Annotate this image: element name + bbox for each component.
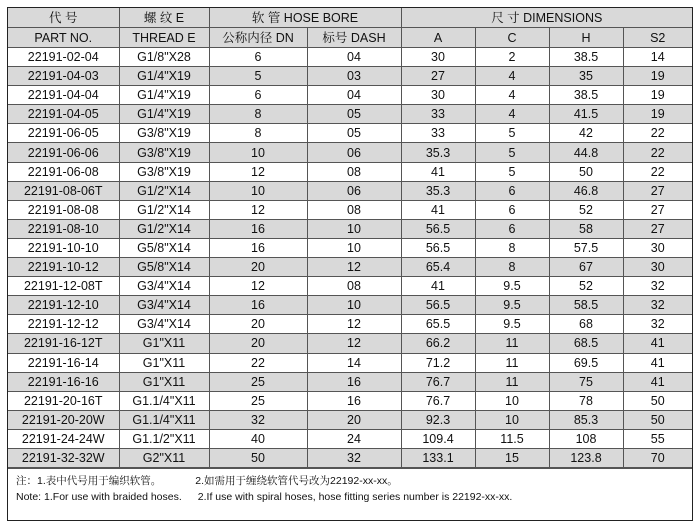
cell-a: 56.5 <box>401 238 475 257</box>
cell-part: 22191-32-32W <box>8 448 119 467</box>
cell-c: 10 <box>475 391 549 410</box>
cell-part: 22191-12-12 <box>8 315 119 334</box>
table-row <box>8 124 692 143</box>
table-row <box>8 238 692 257</box>
cell-dn: 8 <box>209 105 307 124</box>
notes-cn-1: 1.表中代号用于编织软管。 <box>37 475 162 488</box>
cell-part: 22191-16-14 <box>8 353 119 372</box>
cell-c: 4 <box>475 67 549 86</box>
cell-dn: 8 <box>209 124 307 143</box>
cell-a: 33 <box>401 105 475 124</box>
table-row <box>8 105 692 124</box>
cell-a: 30 <box>401 48 475 67</box>
cell-h: 41.5 <box>549 105 623 124</box>
table-row <box>8 296 692 315</box>
cell-c: 8 <box>475 258 549 277</box>
cell-thread: G3/4"X14 <box>119 296 209 315</box>
cell-s2: 70 <box>623 448 692 467</box>
cell-c: 5 <box>475 124 549 143</box>
cell-s2: 19 <box>623 67 692 86</box>
notes-cn-line <box>16 473 684 489</box>
header-row-2 <box>8 28 692 48</box>
header-part-no: PART NO. <box>8 28 119 48</box>
notes-cn-label: 注： <box>16 475 37 488</box>
cell-dash: 14 <box>307 353 401 372</box>
cell-dn: 10 <box>209 181 307 200</box>
cell-thread: G1"X11 <box>119 334 209 353</box>
table-row <box>8 429 692 448</box>
table-row <box>8 86 692 105</box>
cell-s2: 50 <box>623 391 692 410</box>
cell-c: 11 <box>475 372 549 391</box>
cell-h: 50 <box>549 162 623 181</box>
cell-c: 10 <box>475 410 549 429</box>
cell-c: 5 <box>475 162 549 181</box>
cell-c: 8 <box>475 238 549 257</box>
cell-s2: 30 <box>623 258 692 277</box>
cell-h: 78 <box>549 391 623 410</box>
cell-c: 11 <box>475 334 549 353</box>
cell-dn: 20 <box>209 334 307 353</box>
cell-s2: 14 <box>623 48 692 67</box>
cell-dash: 08 <box>307 277 401 296</box>
cell-dn: 16 <box>209 219 307 238</box>
table-row <box>8 143 692 162</box>
cell-thread: G1/4"X19 <box>119 67 209 86</box>
table-row <box>8 448 692 467</box>
cell-c: 5 <box>475 143 549 162</box>
cell-dn: 50 <box>209 448 307 467</box>
header-c: C <box>475 28 549 48</box>
cell-h: 57.5 <box>549 238 623 257</box>
header-dimensions: 尺 寸 DIMENSIONS <box>401 8 692 28</box>
table-row <box>8 277 692 296</box>
cell-h: 68.5 <box>549 334 623 353</box>
cell-dash: 03 <box>307 67 401 86</box>
notes-en-1: 1.For use with braided hoses. <box>44 491 182 504</box>
cell-dn: 20 <box>209 258 307 277</box>
cell-h: 123.8 <box>549 448 623 467</box>
cell-s2: 30 <box>623 238 692 257</box>
cell-c: 15 <box>475 448 549 467</box>
cell-dash: 24 <box>307 429 401 448</box>
cell-dn: 5 <box>209 67 307 86</box>
cell-dash: 04 <box>307 48 401 67</box>
cell-dn: 16 <box>209 238 307 257</box>
cell-part: 22191-16-16 <box>8 372 119 391</box>
cell-a: 30 <box>401 86 475 105</box>
cell-dn: 6 <box>209 48 307 67</box>
cell-dn: 16 <box>209 296 307 315</box>
cell-s2: 22 <box>623 143 692 162</box>
cell-dash: 32 <box>307 448 401 467</box>
cell-a: 65.4 <box>401 258 475 277</box>
cell-a: 76.7 <box>401 372 475 391</box>
cell-h: 68 <box>549 315 623 334</box>
table-row <box>8 353 692 372</box>
cell-dn: 12 <box>209 200 307 219</box>
notes-en-line <box>16 489 684 505</box>
cell-s2: 19 <box>623 86 692 105</box>
table-row <box>8 258 692 277</box>
cell-s2: 41 <box>623 353 692 372</box>
cell-a: 41 <box>401 162 475 181</box>
cell-dash: 12 <box>307 334 401 353</box>
header-a: A <box>401 28 475 48</box>
table-row <box>8 67 692 86</box>
cell-part: 22191-08-08 <box>8 200 119 219</box>
cell-thread: G1"X11 <box>119 353 209 372</box>
cell-h: 108 <box>549 429 623 448</box>
cell-thread: G5/8"X14 <box>119 258 209 277</box>
cell-part: 22191-08-10 <box>8 219 119 238</box>
table-row <box>8 48 692 67</box>
cell-dash: 06 <box>307 181 401 200</box>
cell-a: 56.5 <box>401 296 475 315</box>
cell-dash: 16 <box>307 391 401 410</box>
table-row <box>8 372 692 391</box>
table-row <box>8 200 692 219</box>
header-dash: 标号 DASH <box>307 28 401 48</box>
cell-c: 9.5 <box>475 296 549 315</box>
cell-thread: G1/2"X14 <box>119 200 209 219</box>
cell-part: 22191-20-16T <box>8 391 119 410</box>
notes-en-label: Note: <box>16 491 42 504</box>
cell-dash: 05 <box>307 124 401 143</box>
cell-s2: 50 <box>623 410 692 429</box>
cell-h: 85.3 <box>549 410 623 429</box>
cell-dn: 25 <box>209 391 307 410</box>
cell-h: 58 <box>549 219 623 238</box>
cell-a: 27 <box>401 67 475 86</box>
header-code-cn: 代 号 <box>8 8 119 28</box>
cell-part: 22191-12-08T <box>8 277 119 296</box>
table-row <box>8 410 692 429</box>
table-row <box>8 181 692 200</box>
cell-thread: G3/8"X19 <box>119 162 209 181</box>
cell-thread: G5/8"X14 <box>119 238 209 257</box>
cell-a: 71.2 <box>401 353 475 372</box>
cell-thread: G3/4"X14 <box>119 315 209 334</box>
cell-h: 52 <box>549 200 623 219</box>
cell-a: 41 <box>401 277 475 296</box>
cell-h: 52 <box>549 277 623 296</box>
header-row-1 <box>8 8 692 28</box>
cell-a: 35.3 <box>401 181 475 200</box>
cell-c: 11.5 <box>475 429 549 448</box>
cell-thread: G1.1/4"X11 <box>119 391 209 410</box>
cell-dn: 6 <box>209 86 307 105</box>
cell-c: 4 <box>475 86 549 105</box>
table-row <box>8 391 692 410</box>
cell-part: 22191-06-08 <box>8 162 119 181</box>
cell-dn: 40 <box>209 429 307 448</box>
cell-s2: 27 <box>623 200 692 219</box>
cell-thread: G3/4"X14 <box>119 277 209 296</box>
cell-part: 22191-08-06T <box>8 181 119 200</box>
cell-a: 65.5 <box>401 315 475 334</box>
cell-part: 22191-06-06 <box>8 143 119 162</box>
cell-c: 6 <box>475 200 549 219</box>
cell-h: 38.5 <box>549 48 623 67</box>
cell-part: 22191-10-12 <box>8 258 119 277</box>
cell-a: 109.4 <box>401 429 475 448</box>
cell-dn: 22 <box>209 353 307 372</box>
cell-c: 6 <box>475 181 549 200</box>
cell-dn: 32 <box>209 410 307 429</box>
header-dn: 公称内径 DN <box>209 28 307 48</box>
cell-h: 67 <box>549 258 623 277</box>
cell-s2: 19 <box>623 105 692 124</box>
cell-h: 42 <box>549 124 623 143</box>
cell-thread: G1/2"X14 <box>119 219 209 238</box>
table-row <box>8 162 692 181</box>
cell-thread: G1/4"X19 <box>119 105 209 124</box>
cell-dn: 12 <box>209 162 307 181</box>
cell-thread: G1/4"X19 <box>119 86 209 105</box>
header-s2: S2 <box>623 28 692 48</box>
cell-h: 44.8 <box>549 143 623 162</box>
header-thread: THREAD E <box>119 28 209 48</box>
cell-dash: 10 <box>307 238 401 257</box>
cell-dn: 20 <box>209 315 307 334</box>
cell-part: 22191-16-12T <box>8 334 119 353</box>
cell-h: 46.8 <box>549 181 623 200</box>
table-row <box>8 219 692 238</box>
cell-s2: 32 <box>623 296 692 315</box>
cell-dash: 10 <box>307 219 401 238</box>
cell-thread: G3/8"X19 <box>119 143 209 162</box>
cell-part: 22191-02-04 <box>8 48 119 67</box>
cell-thread: G3/8"X19 <box>119 124 209 143</box>
header-h: H <box>549 28 623 48</box>
cell-thread: G1"X11 <box>119 372 209 391</box>
cell-s2: 27 <box>623 181 692 200</box>
cell-dash: 04 <box>307 86 401 105</box>
header-thread-cn: 螺 纹 E <box>119 8 209 28</box>
cell-dn: 12 <box>209 277 307 296</box>
cell-h: 35 <box>549 67 623 86</box>
cell-dash: 08 <box>307 200 401 219</box>
header-hose-bore: 软 管 HOSE BORE <box>209 8 401 28</box>
cell-s2: 32 <box>623 315 692 334</box>
cell-h: 75 <box>549 372 623 391</box>
cell-part: 22191-20-20W <box>8 410 119 429</box>
cell-thread: G1/2"X14 <box>119 181 209 200</box>
table-row <box>8 334 692 353</box>
cell-dash: 10 <box>307 296 401 315</box>
cell-part: 22191-04-03 <box>8 67 119 86</box>
cell-part: 22191-04-05 <box>8 105 119 124</box>
cell-s2: 41 <box>623 372 692 391</box>
cell-thread: G1.1/2"X11 <box>119 429 209 448</box>
cell-s2: 22 <box>623 124 692 143</box>
cell-h: 38.5 <box>549 86 623 105</box>
cell-dash: 20 <box>307 410 401 429</box>
notes-cn-2: 2.如需用于缠绕软管代号改为22192-xx-xx。 <box>195 475 398 488</box>
cell-c: 11 <box>475 353 549 372</box>
cell-a: 76.7 <box>401 391 475 410</box>
cell-a: 41 <box>401 200 475 219</box>
cell-part: 22191-06-05 <box>8 124 119 143</box>
cell-c: 9.5 <box>475 277 549 296</box>
cell-a: 56.5 <box>401 219 475 238</box>
cell-dash: 12 <box>307 258 401 277</box>
cell-c: 4 <box>475 105 549 124</box>
cell-h: 58.5 <box>549 296 623 315</box>
cell-s2: 55 <box>623 429 692 448</box>
cell-thread: G1.1/4"X11 <box>119 410 209 429</box>
cell-c: 9.5 <box>475 315 549 334</box>
notes-en-2: 2.If use with spiral hoses, hose fitting series number is 22192-xx-xx. <box>197 491 513 504</box>
table-row <box>8 315 692 334</box>
cell-a: 133.1 <box>401 448 475 467</box>
cell-part: 22191-04-04 <box>8 86 119 105</box>
cell-s2: 22 <box>623 162 692 181</box>
spec-sheet <box>7 7 693 521</box>
cell-h: 69.5 <box>549 353 623 372</box>
cell-part: 22191-24-24W <box>8 429 119 448</box>
cell-dash: 16 <box>307 372 401 391</box>
cell-a: 92.3 <box>401 410 475 429</box>
cell-a: 33 <box>401 124 475 143</box>
cell-a: 35.3 <box>401 143 475 162</box>
cell-thread: G1/8"X28 <box>119 48 209 67</box>
cell-c: 6 <box>475 219 549 238</box>
cell-s2: 27 <box>623 219 692 238</box>
cell-s2: 41 <box>623 334 692 353</box>
cell-s2: 32 <box>623 277 692 296</box>
cell-dn: 25 <box>209 372 307 391</box>
cell-part: 22191-10-10 <box>8 238 119 257</box>
cell-dash: 08 <box>307 162 401 181</box>
cell-dash: 12 <box>307 315 401 334</box>
cell-c: 2 <box>475 48 549 67</box>
cell-dash: 05 <box>307 105 401 124</box>
cell-dash: 06 <box>307 143 401 162</box>
cell-a: 66.2 <box>401 334 475 353</box>
cell-part: 22191-12-10 <box>8 296 119 315</box>
fitting-spec-table <box>8 8 692 468</box>
cell-dn: 10 <box>209 143 307 162</box>
notes-block <box>8 468 692 514</box>
cell-thread: G2"X11 <box>119 448 209 467</box>
